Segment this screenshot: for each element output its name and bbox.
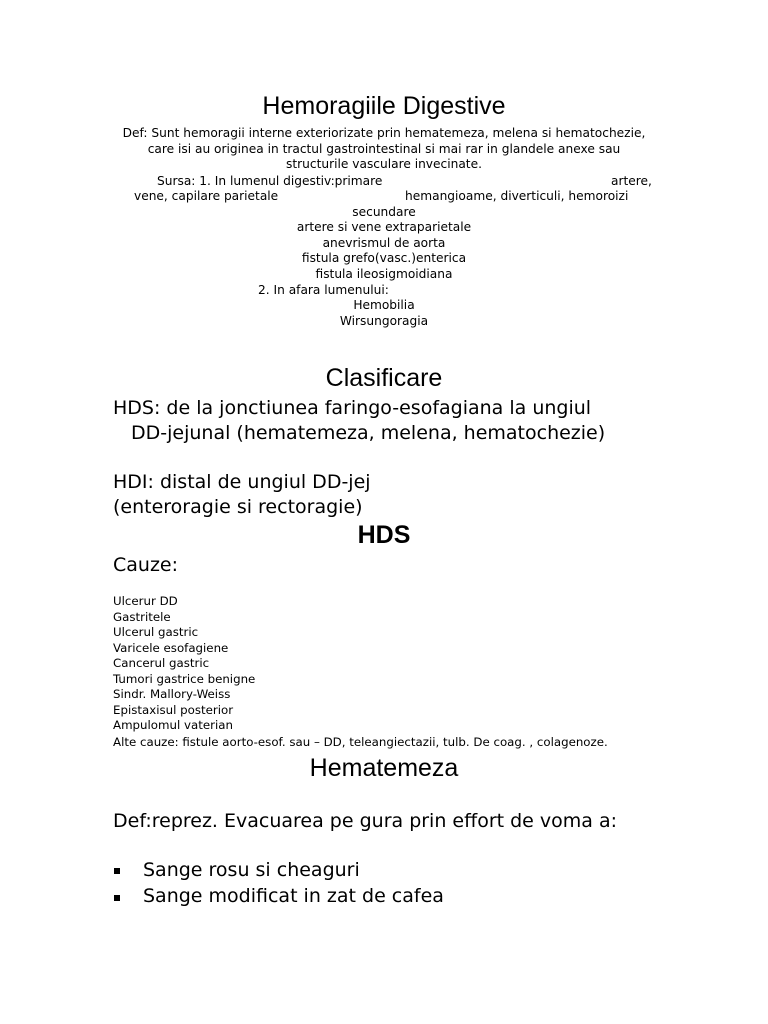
- cause-item: Epistaxisul posterior: [113, 703, 234, 717]
- sursa-item: Wirsungoragia: [339, 314, 429, 328]
- bullet-item: Sange rosu si cheaguri: [143, 859, 360, 881]
- sursa-item: fistula grefo(vasc.)enterica: [301, 251, 467, 265]
- hds-heading: HDS: [357, 521, 411, 549]
- sursa-line-right: hemangioame, diverticuli, hemoroizi: [405, 189, 629, 203]
- sursa-item: fistula ileosigmoidiana: [315, 267, 453, 281]
- cauze-label: Cauze:: [113, 554, 179, 576]
- bullet-marker: [114, 868, 120, 874]
- definition-line: care isi au originea in tractul gastrointestinal si mai rar in glandele anexe sau: [147, 142, 621, 156]
- sursa-item: Hemobilia: [353, 298, 415, 312]
- cause-item: Ulcerul gastric: [113, 625, 199, 639]
- cause-item: Ampulomul vaterian: [113, 718, 233, 732]
- definition-line: Def: Sunt hemoragii interne exteriorizate prin hematemeza, melena si hematochezie,: [122, 126, 646, 140]
- cause-item: Alte cauze: fistule aorto-esof. sau – DD, teleangiectazii, tulb. De coag. , colagenoze.: [113, 735, 608, 749]
- clasificare-heading: Clasificare: [325, 364, 443, 392]
- hematemeza-heading: Hematemeza: [309, 754, 459, 782]
- hdi-definition-line: (enteroragie si rectoragie): [113, 496, 363, 518]
- sursa-point-2: 2. In afara lumenului:: [258, 283, 389, 297]
- sursa-line-right: artere,: [611, 174, 652, 188]
- sursa-item: artere si vene extraparietale: [296, 220, 472, 234]
- sursa-secundare: secundare: [352, 205, 416, 219]
- page-title: Hemoragiile Digestive: [262, 92, 506, 120]
- cause-item: Sindr. Mallory-Weiss: [113, 687, 231, 701]
- hds-definition-line: HDS: de la jonctiunea faringo-esofagiana la ungiul: [113, 397, 592, 419]
- sursa-item: anevrismul de aorta: [322, 236, 446, 250]
- cause-item: Tumori gastrice benigne: [113, 672, 256, 686]
- cause-item: Gastritele: [113, 610, 171, 624]
- sursa-line: Sursa: 1. In lumenul digestiv:primare: [157, 174, 383, 188]
- cause-item: Cancerul gastric: [113, 656, 210, 670]
- hds-definition-line: DD-jejunal (hematemeza, melena, hematochezie): [131, 422, 606, 444]
- bullet-marker: [114, 895, 120, 901]
- cause-item: Varicele esofagiene: [113, 641, 229, 655]
- bullet-item: Sange modificat in zat de cafea: [143, 885, 444, 907]
- hdi-definition-line: HDI: distal de ungiul DD-jej: [113, 471, 371, 493]
- hematemeza-definition: Def:reprez. Evacuarea pe gura prin effort de voma a:: [113, 810, 618, 832]
- definition-line: structurile vasculare invecinate.: [286, 157, 482, 171]
- sursa-line: vene, capilare parietale: [134, 189, 279, 203]
- cause-item: Ulcerur DD: [113, 594, 178, 608]
